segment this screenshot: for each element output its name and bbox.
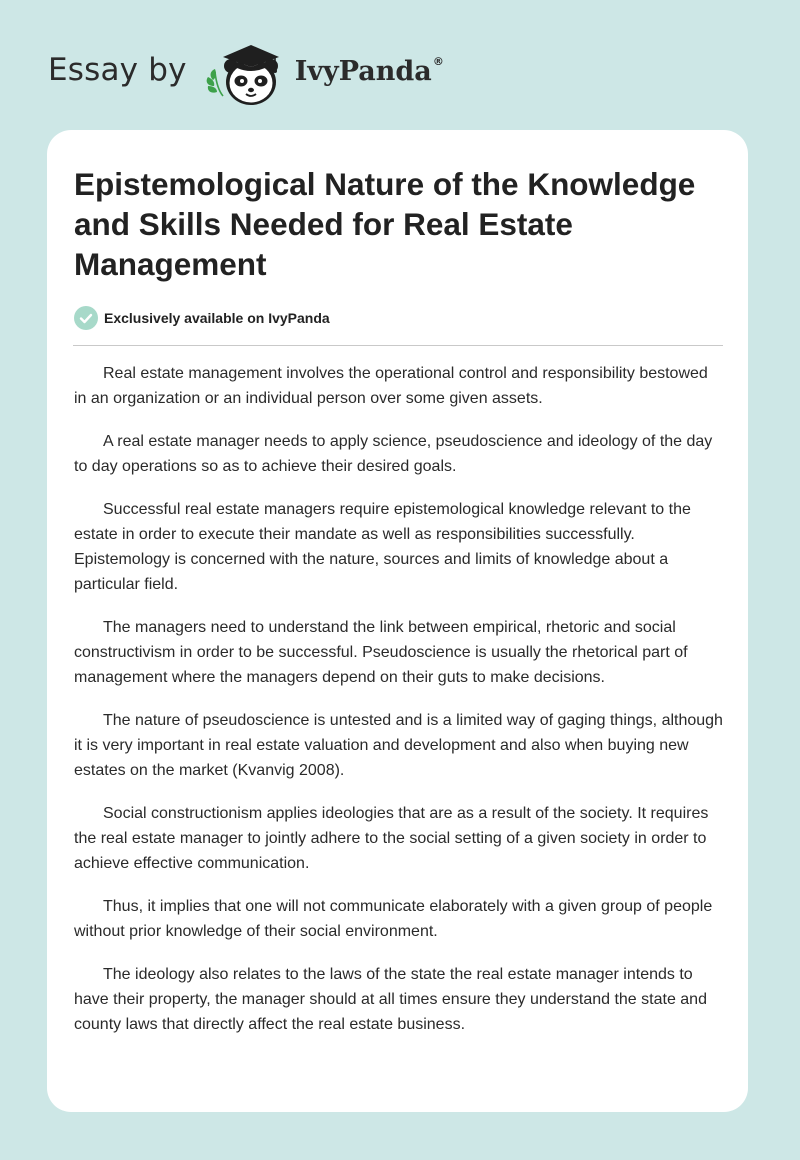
paragraph: The managers need to understand the link between empirical, rhetoric and social constructivism in order to be successful. Pseudoscience is usually the rhetorical part of management where the managers depend on their guts to make decisions. [74, 619, 688, 686]
paragraph: A real estate manager needs to apply science, pseudoscience and ideology of the day to day operations so as to achieve their desired goals. [74, 433, 713, 475]
paragraph: Thus, it implies that one will not communicate elaborately with a given group of people without prior knowledge of their social environment. [74, 898, 713, 940]
exclusive-badge-label: Exclusively available on IvyPanda [104, 310, 330, 326]
exclusive-badge [74, 306, 330, 330]
paragraph: Social constructionism applies ideologies that are as a result of the society. It requires the real estate manager to jointly adhere to the social setting of a given society in order to achieve effective communication. [74, 805, 709, 872]
paragraph: The ideology also relates to the laws of the state the real estate manager intends to have their property, the manager should at all times ensure they understand the state and county laws that directly affect the real estate business. [74, 966, 707, 1033]
paragraph: The nature of pseudoscience is untested and is a limited way of gaging things, although it is very important in real estate valuation and development and also when buying new estates on the market (Kvanvig 2008). [74, 712, 723, 779]
essay-body [74, 362, 724, 1056]
registered-mark: ® [432, 54, 444, 68]
essay-card [47, 130, 748, 1112]
essay-title: Epistemological Nature of the Knowledge and Skills Needed for Real Estate Management [74, 166, 696, 282]
check-circle-icon [74, 306, 98, 330]
title-divider [73, 345, 723, 346]
paragraph: Real estate management involves the operational control and responsibility bestowed in an organization or an individual person over some given assets. [74, 365, 708, 407]
site-header [48, 36, 444, 108]
essay-by-label: Essay by [48, 52, 187, 88]
paragraph: Successful real estate managers require epistemological knowledge relevant to the estate in order to execute their mandate as well as responsibilities successfully. Epistemology is concerned with the nature, sources and limits of knowledge about a particular field. [74, 501, 691, 593]
brand-name: IvyPanda [294, 55, 432, 87]
panda-graduate-icon[interactable] [201, 36, 293, 108]
